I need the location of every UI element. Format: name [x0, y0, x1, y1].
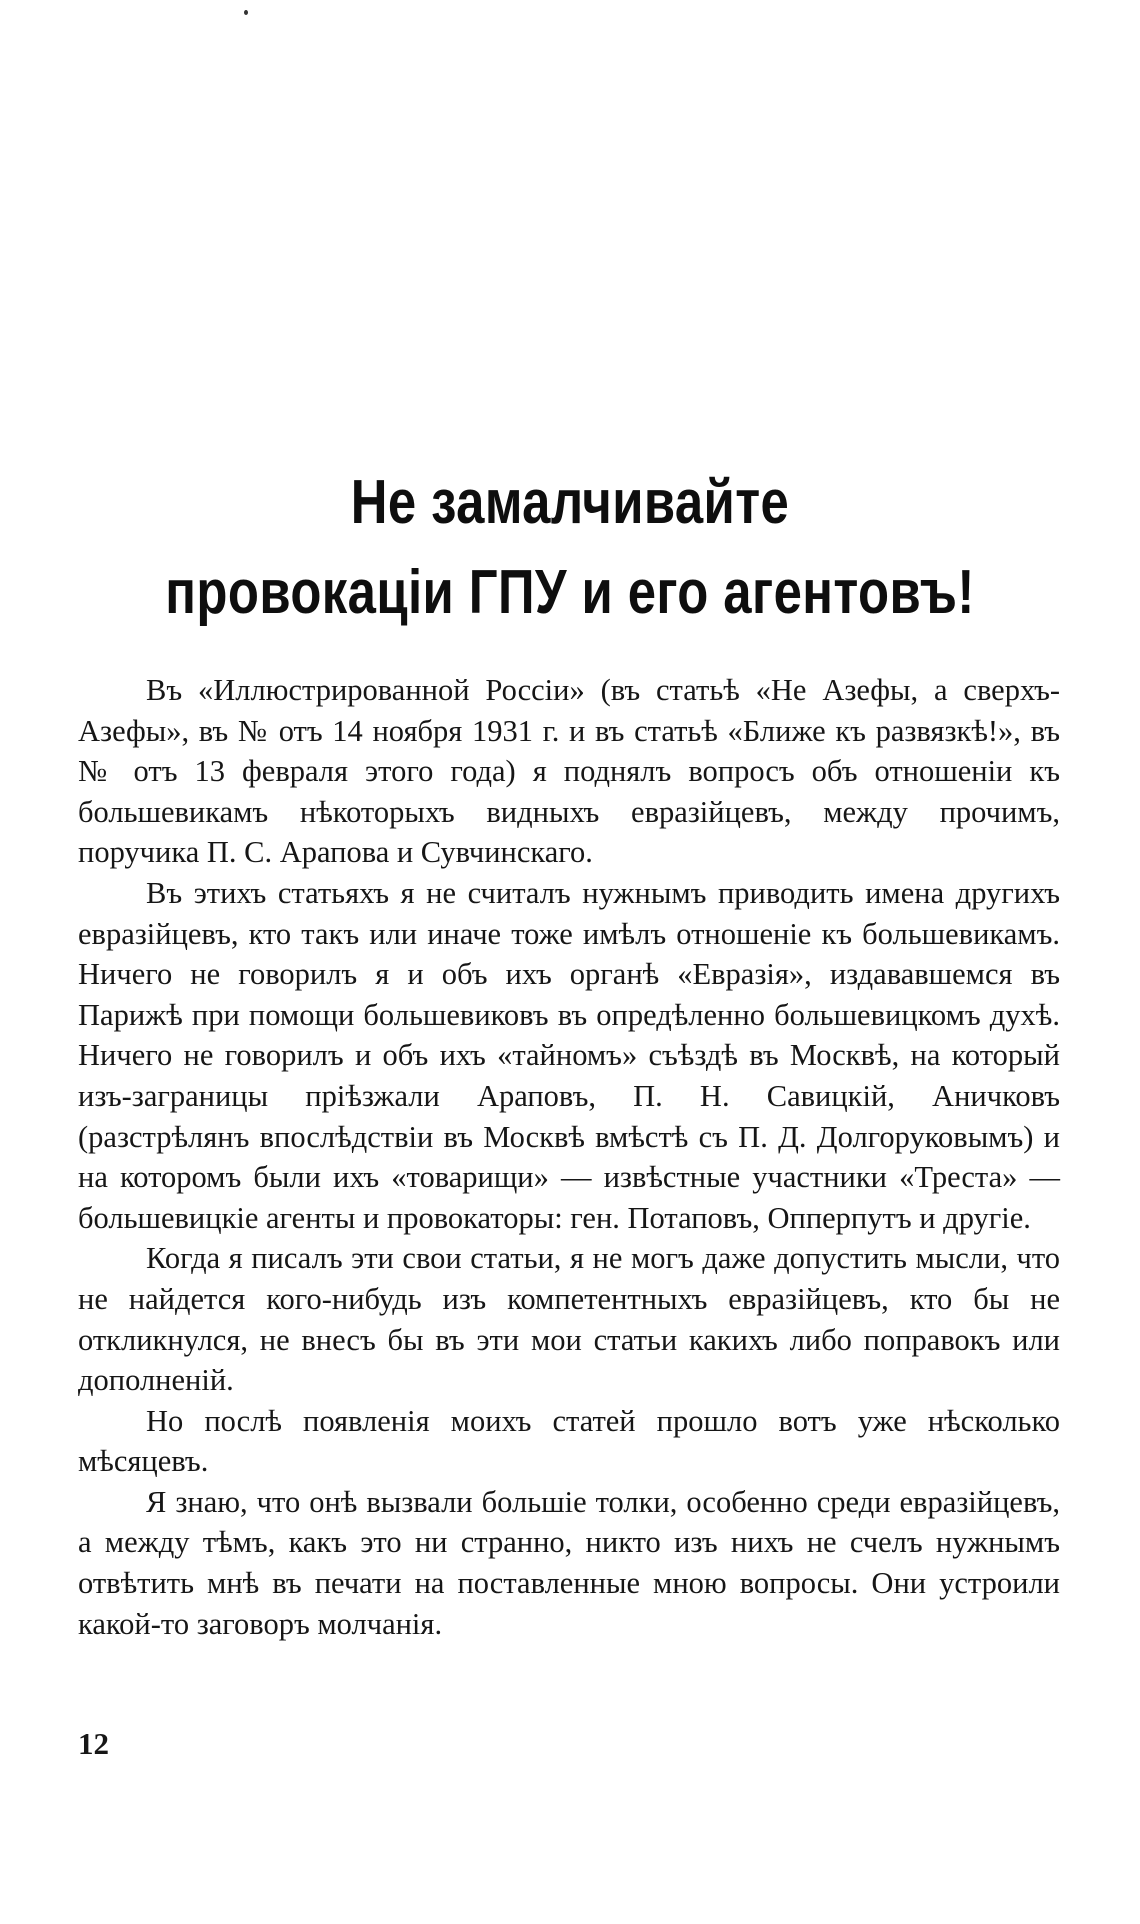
title-line-2: провокацiи ГПУ и его агентовъ!: [165, 558, 975, 627]
print-speck: [244, 10, 248, 15]
title-line-1: Не замалчивайте: [350, 468, 790, 537]
article-title: [152, 458, 988, 638]
paragraph-2: Въ этихъ статьяхъ я не считалъ нужнымъ приводить имена другихъ евразiйцевъ, кто такъ или иначе тоже имѣлъ отношенiе къ большевикамъ. Ничего не говорилъ я и объ ихъ органѣ «Евразiя», издававшемся въ Парижѣ при помощи большевиковъ въ опредѣленно большевицкомъ духѣ. Ничего не говорилъ и объ ихъ «тайномъ» съѣздѣ въ Москвѣ, на который изъ-заграницы прiѣзжали Араповъ, П. Н. Савицкiй, Аничковъ (разстрѣлянъ впослѣдствiи въ Москвѣ вмѣстѣ съ П. Д. Долгоруковымъ) и на которомъ были ихъ «товарищи» — извѣстные участники «Треста» — большевицкiе агенты и провокаторы: ген. Потаповъ, Опперпутъ и другiе.: [78, 875, 1060, 1235]
article-body: [78, 670, 1060, 1644]
paragraph-5: Я знаю, что онѣ вызвали большiе толки, особенно среди евразiйцевъ, а между тѣмъ, какъ это ни странно, никто изъ нихъ не счелъ нужнымъ отвѣтить мнѣ въ печати на поставленные мною вопросы. Они устроили какой-то заговоръ молчанiя.: [78, 1484, 1060, 1641]
page-number: 12: [78, 1726, 109, 1761]
paragraph-4: Но послѣ появленiя моихъ статей прошло вотъ уже нѣсколько мѣсяцевъ.: [78, 1403, 1060, 1479]
paragraph-1: Въ «Иллюстрированной Россiи» (въ статьѣ «Не Азефы, а сверхъ-Азефы», въ № отъ 14 ноября 1931 г. и въ статьѣ «Ближе къ развязкѣ!», въ № отъ 13 февраля этого года) я поднялъ вопросъ объ отношенiи къ большевикамъ нѣкоторыхъ видныхъ евразiйцевъ, между прочимъ, поручика П. С. Арапова и Сувчинскаго.: [78, 673, 1060, 870]
paragraph-3: Когда я писалъ эти свои статьи, я не могъ даже допустить мысли, что не найдется кого-нибудь изъ компетентныхъ евразiйцевъ, кто бы не откликнулся, не внесъ бы въ эти мои статьи какихъ либо поправокъ или дополненiй.: [78, 1241, 1060, 1398]
